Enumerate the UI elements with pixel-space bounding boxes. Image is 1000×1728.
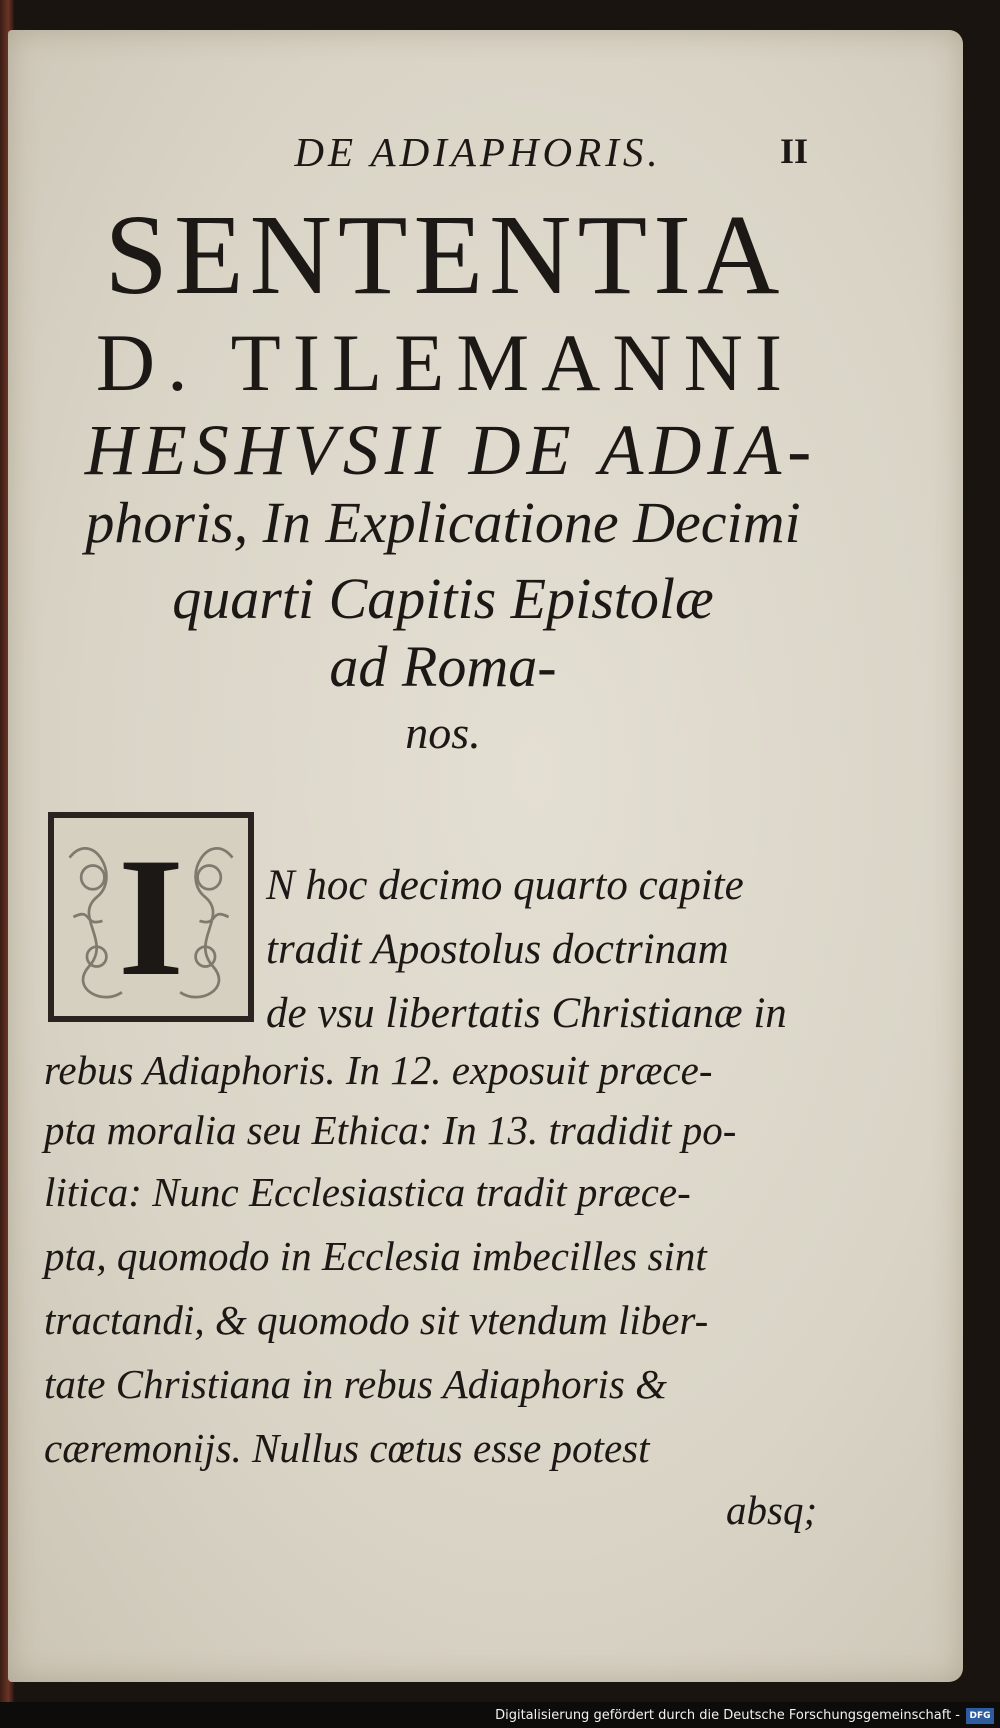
running-head: DE ADIAPHORIS. — [294, 129, 662, 175]
title-line-7: nos. — [405, 707, 481, 758]
footer-credit: Digitalisierung gefördert durch die Deutsche Forschungsgemeinschaft - — [495, 1708, 960, 1723]
text-line: tradit Apostolus doctrinam — [266, 926, 729, 973]
text-line: cæremonijs. Nullus cœtus esse potest — [44, 1425, 650, 1471]
text-line: pta moralia seu Ethica: In 13. tradidit po- — [44, 1107, 737, 1153]
catchword: absq; — [726, 1487, 818, 1533]
text-line: tractandi, & quomodo sit vtendum liber- — [44, 1297, 709, 1343]
title-line-1: SENTENTIA — [104, 191, 786, 318]
initial-letter: I — [117, 822, 185, 1011]
text-line: tate Christiana in rebus Adiaphoris & — [44, 1361, 668, 1407]
title-line-4: phoris, In Explicatione Decimi — [85, 490, 801, 555]
dfg-logo: DFG — [966, 1708, 994, 1724]
text-line: rebus Adiaphoris. In 12. exposuit præce- — [44, 1047, 713, 1093]
title-line-5: quarti Capitis Epistolæ — [172, 566, 714, 631]
decorated-initial — [48, 812, 254, 1022]
text-line: N hoc decimo quarto capite — [266, 862, 744, 909]
book-page — [8, 30, 963, 1682]
text-line: litica: Nunc Ecclesiastica tradit præce- — [44, 1169, 691, 1215]
folio-number: II — [780, 131, 809, 171]
text-line: de vsu libertatis Christianæ in — [266, 990, 787, 1037]
digitization-footer — [0, 1702, 1000, 1728]
text-line: pta, quomodo in Ecclesia imbecilles sint — [44, 1233, 707, 1279]
title-line-2: D. TILEMANNI — [95, 317, 795, 408]
title-line-3: HESHVSII DE ADIA- — [84, 410, 818, 490]
title-line-6: ad Roma- — [329, 634, 557, 699]
